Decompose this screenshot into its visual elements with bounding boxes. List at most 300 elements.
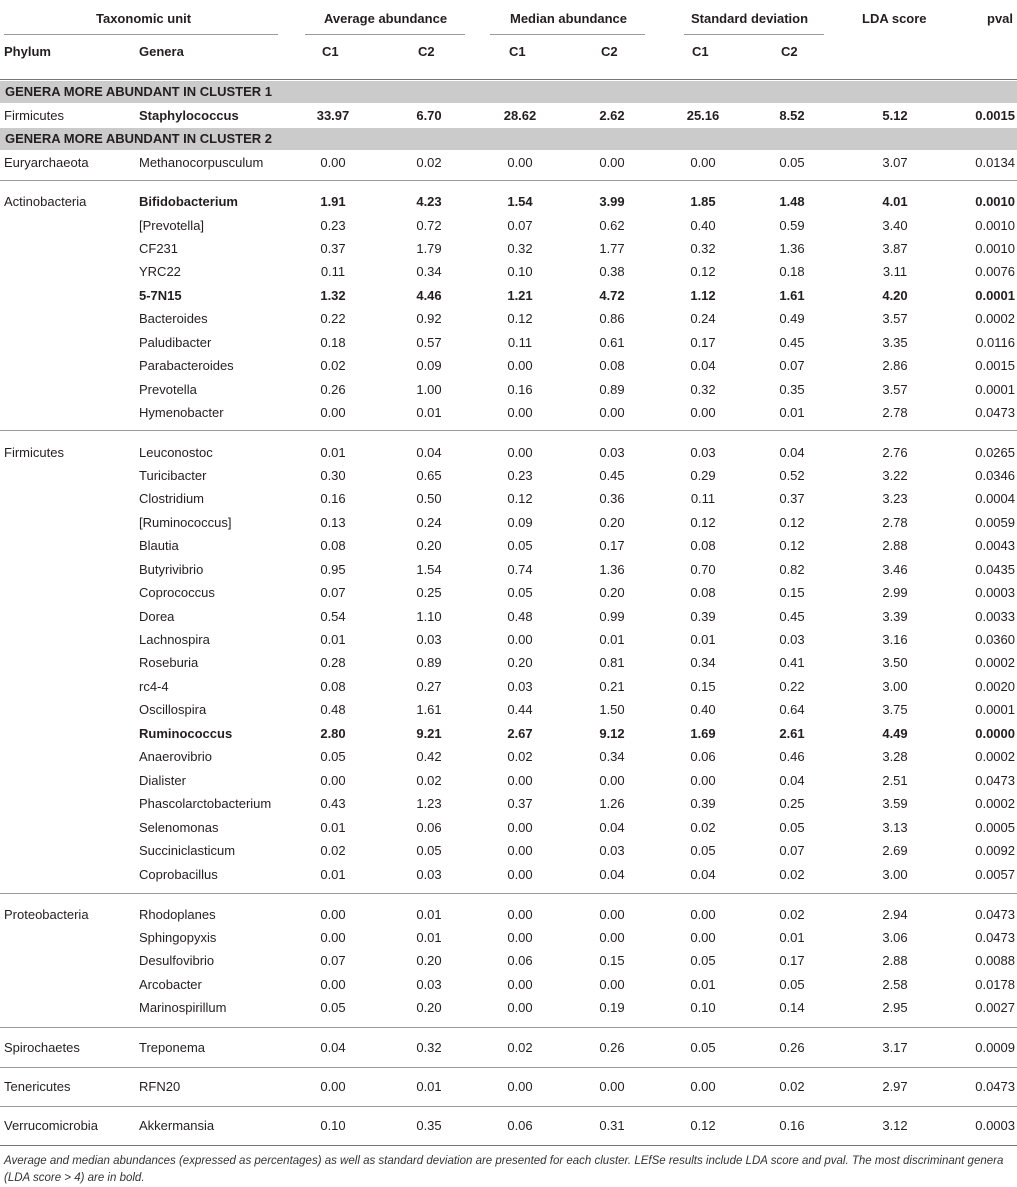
phylum-cell: Tenericutes — [4, 1079, 71, 1094]
header-sd-c1: C1 — [692, 44, 709, 59]
avg-c2-cell: 0.32 — [416, 1040, 442, 1055]
header-median-abundance: Median abundance — [510, 11, 628, 26]
lda-cell: 2.58 — [882, 977, 908, 992]
avg-c2-cell: 0.01 — [416, 1079, 442, 1094]
sd-c1-cell: 0.05 — [690, 1040, 716, 1055]
avg-c1-cell: 0.18 — [320, 335, 346, 350]
genus-cell: Dialister — [139, 773, 186, 788]
pval-cell: 0.0033 — [975, 609, 1015, 624]
med-c1-cell: 1.54 — [507, 194, 533, 209]
avg-c2-cell: 1.79 — [416, 241, 442, 256]
genus-cell: Akkermansia — [139, 1118, 215, 1133]
avg-c2-cell: 1.54 — [416, 562, 442, 577]
table-row — [0, 151, 1017, 174]
header-underline-median — [490, 34, 645, 35]
sd-c1-cell: 0.02 — [690, 820, 716, 835]
pval-cell: 0.0010 — [975, 194, 1015, 209]
table-row — [0, 769, 1017, 792]
lda-cell: 3.39 — [882, 609, 908, 624]
avg-c2-cell: 0.24 — [416, 515, 442, 530]
lda-cell: 3.75 — [882, 702, 908, 717]
med-c1-cell: 0.06 — [507, 1118, 533, 1133]
header-standard-deviation: Standard deviation — [691, 11, 809, 26]
med-c1-cell: 0.74 — [507, 562, 533, 577]
sd-c1-cell: 0.00 — [690, 155, 716, 170]
table-row — [0, 996, 1017, 1019]
med-c1-cell: 1.21 — [507, 288, 533, 303]
med-c1-cell: 0.10 — [507, 264, 533, 279]
med-c2-cell: 1.50 — [599, 702, 625, 717]
lda-cell: 2.76 — [882, 445, 908, 460]
genus-cell: Phascolarctobacterium — [139, 796, 272, 811]
avg-c2-cell: 4.23 — [416, 194, 442, 209]
sd-c2-cell: 0.25 — [779, 796, 805, 811]
avg-c2-cell: 0.02 — [416, 773, 442, 788]
sd-c1-cell: 0.40 — [690, 218, 716, 233]
med-c1-cell: 0.02 — [507, 749, 533, 764]
sd-c2-cell: 0.18 — [779, 264, 805, 279]
genus-cell: Marinospirillum — [139, 1000, 227, 1015]
lda-cell: 2.95 — [882, 1000, 908, 1015]
pval-cell: 0.0473 — [975, 907, 1015, 922]
genus-cell: Desulfovibrio — [139, 953, 215, 968]
avg-c1-cell: 1.91 — [320, 194, 346, 209]
sd-c1-cell: 0.70 — [690, 562, 716, 577]
avg-c1-cell: 0.08 — [320, 538, 346, 553]
avg-c1-cell: 0.22 — [320, 311, 346, 326]
avg-c2-cell: 0.02 — [416, 155, 442, 170]
med-c2-cell: 4.72 — [599, 288, 625, 303]
med-c1-cell: 0.23 — [507, 468, 533, 483]
sd-c2-cell: 0.45 — [779, 335, 805, 350]
lda-cell: 3.40 — [882, 218, 908, 233]
avg-c2-cell: 0.65 — [416, 468, 442, 483]
table-row — [0, 260, 1017, 283]
sd-c2-cell: 0.14 — [779, 1000, 805, 1015]
header-med-c1: C1 — [509, 44, 526, 59]
genus-cell: Paludibacter — [139, 335, 212, 350]
med-c2-cell: 0.01 — [599, 632, 625, 647]
avg-c2-cell: 0.03 — [416, 977, 442, 992]
phylum-cell: Verrucomicrobia — [4, 1118, 98, 1133]
table-row — [0, 534, 1017, 557]
pval-cell: 0.0001 — [975, 382, 1015, 397]
lda-cell: 3.28 — [882, 749, 908, 764]
pval-cell: 0.0134 — [975, 155, 1015, 170]
sd-c1-cell: 0.00 — [690, 405, 716, 420]
group-divider — [0, 1106, 1017, 1107]
med-c1-cell: 0.48 — [507, 609, 533, 624]
sd-c1-cell: 0.12 — [690, 264, 716, 279]
med-c1-cell: 0.07 — [507, 218, 533, 233]
lda-cell: 3.12 — [882, 1118, 908, 1133]
lda-cell: 2.94 — [882, 907, 908, 922]
avg-c1-cell: 0.11 — [320, 264, 346, 279]
avg-c2-cell: 0.03 — [416, 867, 442, 882]
genus-cell: rc4-4 — [139, 679, 169, 694]
avg-c1-cell: 0.48 — [320, 702, 346, 717]
section-cluster2-band — [0, 128, 1017, 150]
avg-c2-cell: 0.04 — [416, 445, 442, 460]
sd-c2-cell: 0.01 — [779, 405, 805, 420]
sd-c1-cell: 0.10 — [690, 1000, 716, 1015]
header-med-c2: C2 — [601, 44, 618, 59]
phylum-cell: Euryarchaeota — [4, 155, 89, 170]
table-row — [0, 816, 1017, 839]
lda-cell: 2.99 — [882, 585, 908, 600]
lda-cell: 3.11 — [882, 264, 908, 279]
med-c1-cell: 0.00 — [507, 907, 533, 922]
lda-cell: 3.07 — [882, 155, 908, 170]
sd-c2-cell: 0.52 — [779, 468, 805, 483]
sd-c1-cell: 0.00 — [690, 773, 716, 788]
lda-cell: 5.12 — [882, 108, 908, 123]
avg-c2-cell: 4.46 — [416, 288, 442, 303]
genus-cell: Clostridium — [139, 491, 205, 506]
med-c2-cell: 0.20 — [599, 515, 625, 530]
lda-cell: 2.97 — [882, 1079, 908, 1094]
sd-c1-cell: 0.12 — [690, 515, 716, 530]
med-c2-cell: 0.00 — [599, 907, 625, 922]
med-c1-cell: 0.00 — [507, 445, 533, 460]
sd-c1-cell: 0.05 — [690, 843, 716, 858]
table-row — [0, 558, 1017, 581]
lda-cell: 3.59 — [882, 796, 908, 811]
genus-cell: Anaerovibrio — [139, 749, 212, 764]
avg-c1-cell: 0.02 — [320, 843, 346, 858]
table-row — [0, 839, 1017, 862]
pval-cell: 0.0005 — [975, 820, 1015, 835]
pval-cell: 0.0004 — [975, 491, 1015, 506]
table-row — [0, 331, 1017, 354]
genus-cell: Selenomonas — [139, 820, 219, 835]
pval-cell: 0.0003 — [975, 1118, 1015, 1133]
med-c1-cell: 0.12 — [507, 311, 533, 326]
group-divider — [0, 180, 1017, 181]
med-c2-cell: 0.26 — [599, 1040, 625, 1055]
sd-c2-cell: 0.64 — [779, 702, 805, 717]
med-c2-cell: 2.62 — [599, 108, 625, 123]
med-c1-cell: 2.67 — [507, 726, 533, 741]
avg-c1-cell: 0.00 — [320, 1079, 346, 1094]
sd-c2-cell: 2.61 — [779, 726, 805, 741]
sd-c2-cell: 0.04 — [779, 773, 805, 788]
lda-cell: 2.51 — [882, 773, 908, 788]
med-c1-cell: 0.37 — [507, 796, 533, 811]
med-c1-cell: 0.00 — [507, 930, 533, 945]
table-row — [0, 722, 1017, 745]
pval-cell: 0.0002 — [975, 311, 1015, 326]
header-average-abundance: Average abundance — [324, 11, 448, 26]
pval-cell: 0.0473 — [975, 773, 1015, 788]
avg-c2-cell: 0.50 — [416, 491, 442, 506]
avg-c1-cell: 0.00 — [320, 907, 346, 922]
table-row — [0, 949, 1017, 972]
med-c2-cell: 1.26 — [599, 796, 625, 811]
sd-c2-cell: 0.15 — [779, 585, 805, 600]
section-cluster2-title: GENERA MORE ABUNDANT IN CLUSTER 2 — [5, 131, 272, 146]
pval-cell: 0.0116 — [976, 335, 1015, 350]
lda-cell: 3.50 — [882, 655, 908, 670]
pval-cell: 0.0010 — [975, 241, 1015, 256]
lda-cell: 3.00 — [882, 679, 908, 694]
genus-cell: [Ruminococcus] — [139, 515, 232, 530]
table-row — [0, 214, 1017, 237]
header-sd-c2: C2 — [781, 44, 798, 59]
sd-c1-cell: 0.17 — [690, 335, 716, 350]
sd-c1-cell: 0.39 — [690, 796, 716, 811]
lda-cell: 3.57 — [882, 311, 908, 326]
genus-cell: Turicibacter — [139, 468, 207, 483]
avg-c1-cell: 0.00 — [320, 977, 346, 992]
genus-cell: Prevotella — [139, 382, 197, 397]
med-c2-cell: 0.61 — [599, 335, 625, 350]
med-c2-cell: 0.00 — [599, 930, 625, 945]
med-c2-cell: 0.19 — [599, 1000, 625, 1015]
med-c1-cell: 0.00 — [507, 358, 533, 373]
med-c1-cell: 0.02 — [507, 1040, 533, 1055]
avg-c2-cell: 1.23 — [416, 796, 442, 811]
genus-cell: Methanocorpusculum — [139, 155, 264, 170]
med-c1-cell: 0.20 — [507, 655, 533, 670]
avg-c1-cell: 0.23 — [320, 218, 346, 233]
pval-cell: 0.0002 — [975, 749, 1015, 764]
table-row — [0, 973, 1017, 996]
genus-cell: Bifidobacterium — [139, 194, 238, 209]
med-c1-cell: 0.00 — [507, 820, 533, 835]
med-c2-cell: 0.81 — [599, 655, 625, 670]
table-row — [0, 1075, 1017, 1098]
pval-cell: 0.0076 — [975, 264, 1015, 279]
genus-cell: Roseburia — [139, 655, 199, 670]
sd-c1-cell: 0.32 — [690, 382, 716, 397]
avg-c2-cell: 0.72 — [416, 218, 442, 233]
pval-cell: 0.0057 — [975, 867, 1015, 882]
sd-c2-cell: 0.01 — [779, 930, 805, 945]
med-c2-cell: 0.99 — [599, 609, 625, 624]
pval-cell: 0.0092 — [975, 843, 1015, 858]
table-row — [0, 511, 1017, 534]
sd-c2-cell: 0.04 — [779, 445, 805, 460]
pval-cell: 0.0000 — [975, 726, 1015, 741]
table-row — [0, 926, 1017, 949]
avg-c2-cell: 9.21 — [416, 726, 442, 741]
table-row — [0, 863, 1017, 886]
pval-cell: 0.0043 — [975, 538, 1015, 553]
avg-c1-cell: 0.28 — [320, 655, 346, 670]
avg-c1-cell: 0.02 — [320, 358, 346, 373]
med-c1-cell: 0.11 — [507, 335, 533, 350]
pval-cell: 0.0015 — [975, 358, 1015, 373]
table-row — [0, 745, 1017, 768]
sd-c1-cell: 0.04 — [690, 867, 716, 882]
avg-c1-cell: 0.13 — [320, 515, 346, 530]
table-row — [0, 487, 1017, 510]
sd-c2-cell: 0.49 — [779, 311, 805, 326]
avg-c1-cell: 0.01 — [320, 632, 346, 647]
med-c2-cell: 0.00 — [599, 1079, 625, 1094]
genus-cell: Oscillospira — [139, 702, 207, 717]
group-divider — [0, 893, 1017, 894]
med-c2-cell: 0.21 — [599, 679, 625, 694]
avg-c2-cell: 0.42 — [416, 749, 442, 764]
table-row — [0, 401, 1017, 424]
sd-c2-cell: 0.45 — [779, 609, 805, 624]
pval-cell: 0.0473 — [975, 405, 1015, 420]
med-c2-cell: 0.15 — [599, 953, 625, 968]
table-row — [0, 307, 1017, 330]
header-genera: Genera — [139, 44, 184, 59]
sd-c1-cell: 0.15 — [690, 679, 716, 694]
sd-c1-cell: 0.39 — [690, 609, 716, 624]
avg-c1-cell: 0.01 — [320, 867, 346, 882]
sd-c1-cell: 0.29 — [690, 468, 716, 483]
pval-cell: 0.0435 — [975, 562, 1015, 577]
lda-cell: 2.88 — [882, 538, 908, 553]
med-c1-cell: 0.16 — [507, 382, 533, 397]
med-c1-cell: 0.06 — [507, 953, 533, 968]
sd-c1-cell: 0.40 — [690, 702, 716, 717]
avg-c1-cell: 0.00 — [320, 773, 346, 788]
phylum-cell: Spirochaetes — [4, 1040, 80, 1055]
med-c2-cell: 0.00 — [599, 977, 625, 992]
sd-c1-cell: 0.08 — [690, 538, 716, 553]
med-c1-cell: 0.00 — [507, 632, 533, 647]
table-row — [0, 605, 1017, 628]
pval-cell: 0.0027 — [975, 1000, 1015, 1015]
med-c2-cell: 0.00 — [599, 155, 625, 170]
sd-c2-cell: 0.22 — [779, 679, 805, 694]
sd-c1-cell: 1.69 — [690, 726, 716, 741]
med-c1-cell: 0.12 — [507, 491, 533, 506]
table-bottom-rule — [0, 1145, 1017, 1146]
genus-cell: Blautia — [139, 538, 179, 553]
sd-c2-cell: 8.52 — [779, 108, 805, 123]
avg-c2-cell: 0.27 — [416, 679, 442, 694]
med-c2-cell: 0.86 — [599, 311, 625, 326]
med-c2-cell: 0.00 — [599, 405, 625, 420]
phylum-cell: Actinobacteria — [4, 194, 87, 209]
table-row — [0, 1036, 1017, 1059]
avg-c1-cell: 0.95 — [320, 562, 346, 577]
sd-c2-cell: 0.12 — [779, 515, 805, 530]
sd-c1-cell: 0.01 — [690, 632, 716, 647]
avg-c2-cell: 0.34 — [416, 264, 442, 279]
med-c2-cell: 0.20 — [599, 585, 625, 600]
sd-c1-cell: 0.04 — [690, 358, 716, 373]
table-row — [0, 190, 1017, 213]
avg-c2-cell: 0.25 — [416, 585, 442, 600]
genus-cell: Lachnospira — [139, 632, 210, 647]
table-row — [0, 1114, 1017, 1137]
pval-cell: 0.0473 — [975, 930, 1015, 945]
header-lda-score: LDA score — [862, 11, 927, 26]
med-c1-cell: 0.00 — [507, 405, 533, 420]
header-underline-average — [305, 34, 465, 35]
med-c2-cell: 0.03 — [599, 843, 625, 858]
sd-c2-cell: 0.26 — [779, 1040, 805, 1055]
lda-cell: 3.87 — [882, 241, 908, 256]
sd-c1-cell: 1.85 — [690, 194, 716, 209]
sd-c1-cell: 0.12 — [690, 1118, 716, 1133]
genus-cell: Coprobacillus — [139, 867, 218, 882]
med-c2-cell: 0.36 — [599, 491, 625, 506]
avg-c2-cell: 0.09 — [416, 358, 442, 373]
table-row — [0, 441, 1017, 464]
table-row — [0, 581, 1017, 604]
genus-cell: Hymenobacter — [139, 405, 224, 420]
avg-c2-cell: 0.20 — [416, 538, 442, 553]
genus-cell: Butyrivibrio — [139, 562, 204, 577]
header-avg-c2: C2 — [418, 44, 435, 59]
sd-c1-cell: 0.00 — [690, 907, 716, 922]
sd-c2-cell: 0.17 — [779, 953, 805, 968]
med-c2-cell: 0.34 — [599, 749, 625, 764]
avg-c1-cell: 0.37 — [320, 241, 346, 256]
table-row — [0, 698, 1017, 721]
med-c1-cell: 0.00 — [507, 155, 533, 170]
avg-c2-cell: 1.61 — [416, 702, 442, 717]
genus-cell: Leuconostoc — [139, 445, 213, 460]
med-c2-cell: 0.45 — [599, 468, 625, 483]
pval-cell: 0.0088 — [975, 953, 1015, 968]
lda-cell: 3.46 — [882, 562, 908, 577]
sd-c2-cell: 1.48 — [779, 194, 805, 209]
pval-cell: 0.0003 — [975, 585, 1015, 600]
genus-cell: YRC22 — [139, 264, 181, 279]
med-c1-cell: 0.05 — [507, 585, 533, 600]
med-c2-cell: 0.89 — [599, 382, 625, 397]
sd-c2-cell: 0.12 — [779, 538, 805, 553]
avg-c1-cell: 0.05 — [320, 1000, 346, 1015]
pval-cell: 0.0020 — [975, 679, 1015, 694]
sd-c1-cell: 0.03 — [690, 445, 716, 460]
sd-c2-cell: 0.05 — [779, 820, 805, 835]
group-divider — [0, 1027, 1017, 1028]
avg-c2-cell: 0.03 — [416, 632, 442, 647]
med-c2-cell: 0.04 — [599, 867, 625, 882]
pval-cell: 0.0002 — [975, 796, 1015, 811]
sd-c2-cell: 0.41 — [779, 655, 805, 670]
section-cluster1-band — [0, 81, 1017, 103]
sd-c2-cell: 0.05 — [779, 155, 805, 170]
header-taxonomic-unit: Taxonomic unit — [96, 11, 192, 26]
table-row — [0, 104, 1017, 127]
med-c1-cell: 0.44 — [507, 702, 533, 717]
avg-c2-cell: 0.01 — [416, 930, 442, 945]
avg-c2-cell: 0.89 — [416, 655, 442, 670]
med-c1-cell: 0.00 — [507, 773, 533, 788]
avg-c2-cell: 1.00 — [416, 382, 442, 397]
genus-cell: Rhodoplanes — [139, 907, 216, 922]
med-c2-cell: 0.03 — [599, 445, 625, 460]
avg-c2-cell: 0.01 — [416, 405, 442, 420]
avg-c1-cell: 0.08 — [320, 679, 346, 694]
section-cluster1-title: GENERA MORE ABUNDANT IN CLUSTER 1 — [5, 84, 272, 99]
pval-cell: 0.0001 — [975, 288, 1015, 303]
sd-c2-cell: 0.05 — [779, 977, 805, 992]
table-row — [0, 675, 1017, 698]
med-c1-cell: 0.03 — [507, 679, 533, 694]
avg-c1-cell: 2.80 — [320, 726, 346, 741]
med-c2-cell: 9.12 — [599, 726, 625, 741]
avg-c1-cell: 0.54 — [320, 609, 346, 624]
phylum-cell: Firmicutes — [4, 108, 64, 123]
med-c1-cell: 0.00 — [507, 1079, 533, 1094]
genus-cell: Sphingopyxis — [139, 930, 217, 945]
sd-c2-cell: 0.37 — [779, 491, 805, 506]
lda-cell: 4.49 — [882, 726, 908, 741]
